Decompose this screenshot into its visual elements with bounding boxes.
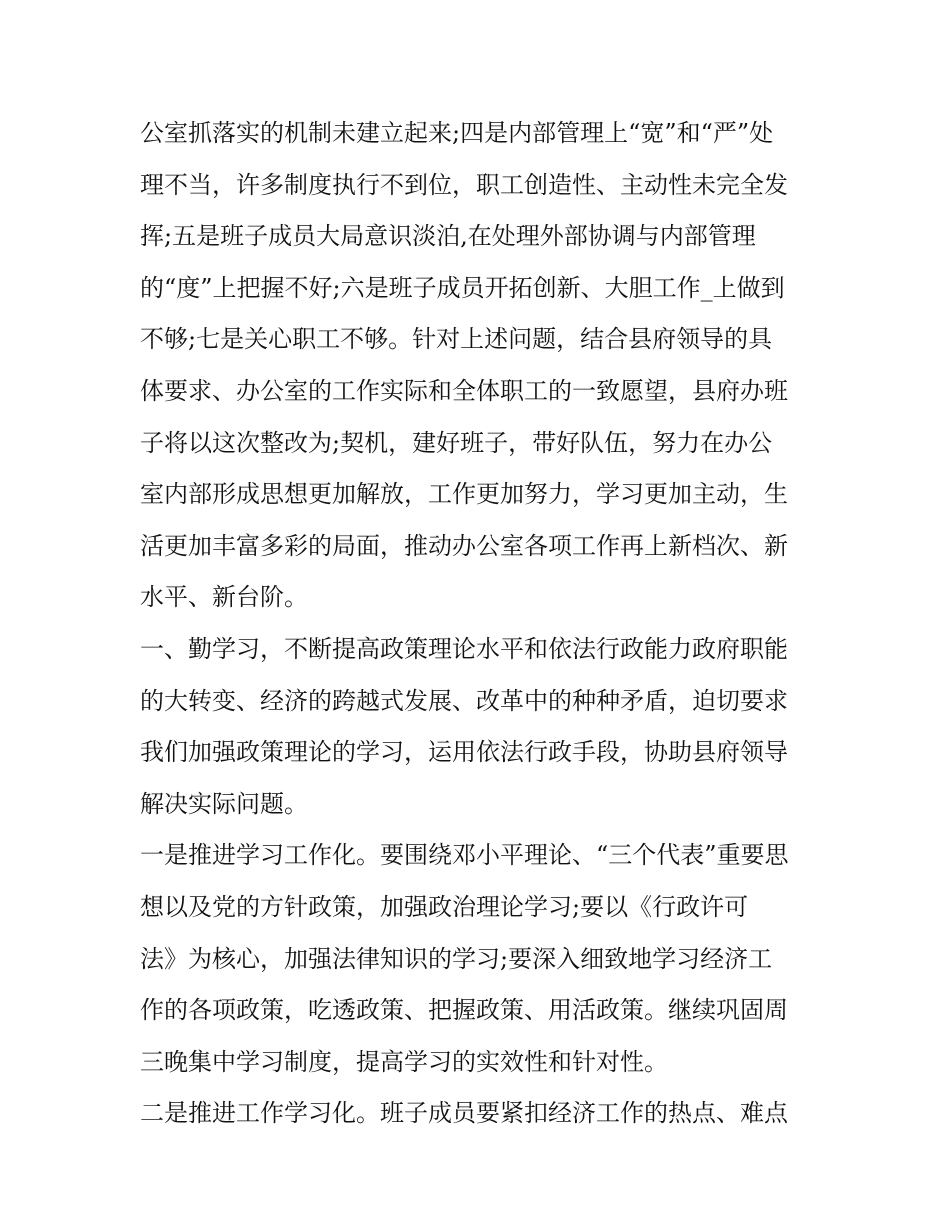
text-line: 室内部形成思想更加解放，工作更加努力，学习更加主动，生	[140, 480, 788, 509]
text-line: 挥;五是班子成员大局意识淡泊,在处理外部协调与内部管理	[140, 222, 756, 251]
text-line: 二是推进工作学习化。班子成员要紧扣经济工作的热点、难点	[140, 1099, 788, 1128]
text-line: 的“度”上把握不好;六是班子成员开拓创新、大胆工作_上做到	[140, 273, 785, 302]
text-line: 一是推进学习工作化。要围绕邓小平理论、“三个代表”重要思	[140, 841, 789, 870]
text-line: 活更加丰富多彩的局面，推动办公室各项工作再上新档次、新	[140, 531, 788, 560]
text-line: 的大转变、经济的跨越式发展、改革中的种种矛盾，迫切要求	[140, 686, 788, 715]
text-line: 理不当，许多制度执行不到位，职工创造性、主动性未完全发	[140, 170, 788, 199]
section-heading-line: 一、勤学习，不断提高政策理论水平和依法行政能力政府职能	[140, 634, 788, 663]
text-line: 水平、新台阶。	[140, 583, 308, 612]
text-line: 子将以这次整改为;契机，建好班子，带好队伍，努力在办公	[140, 428, 773, 457]
document-body	[140, 108, 820, 1140]
text-line: 法》为核心，加强法律知识的学习;要深入细致地学习经济工	[140, 944, 773, 973]
text-line: 想以及党的方针政策，加强政治理论学习;要以《行政许可	[140, 892, 749, 921]
text-line: 我们加强政策理论的学习，运用依法行政手段，协助县府领导	[140, 738, 788, 767]
text-line: 公室抓落实的机制未建立起来;四是内部管理上“宽”和“严”处	[140, 119, 774, 147]
text-line: 不够;七是关心职工不够。针对上述问题，结合县府领导的具	[140, 325, 773, 354]
text-line: 体要求、办公室的工作实际和全体职工的一致愿望，县府办班	[140, 376, 788, 405]
text-line: 解决实际问题。	[140, 789, 308, 818]
text-line: 三晚集中学习制度，提高学习的实效性和针对性。	[140, 1047, 668, 1076]
text-line: 作的各项政策，吃透政策、把握政策、用活政策。继续巩固周	[140, 996, 788, 1025]
